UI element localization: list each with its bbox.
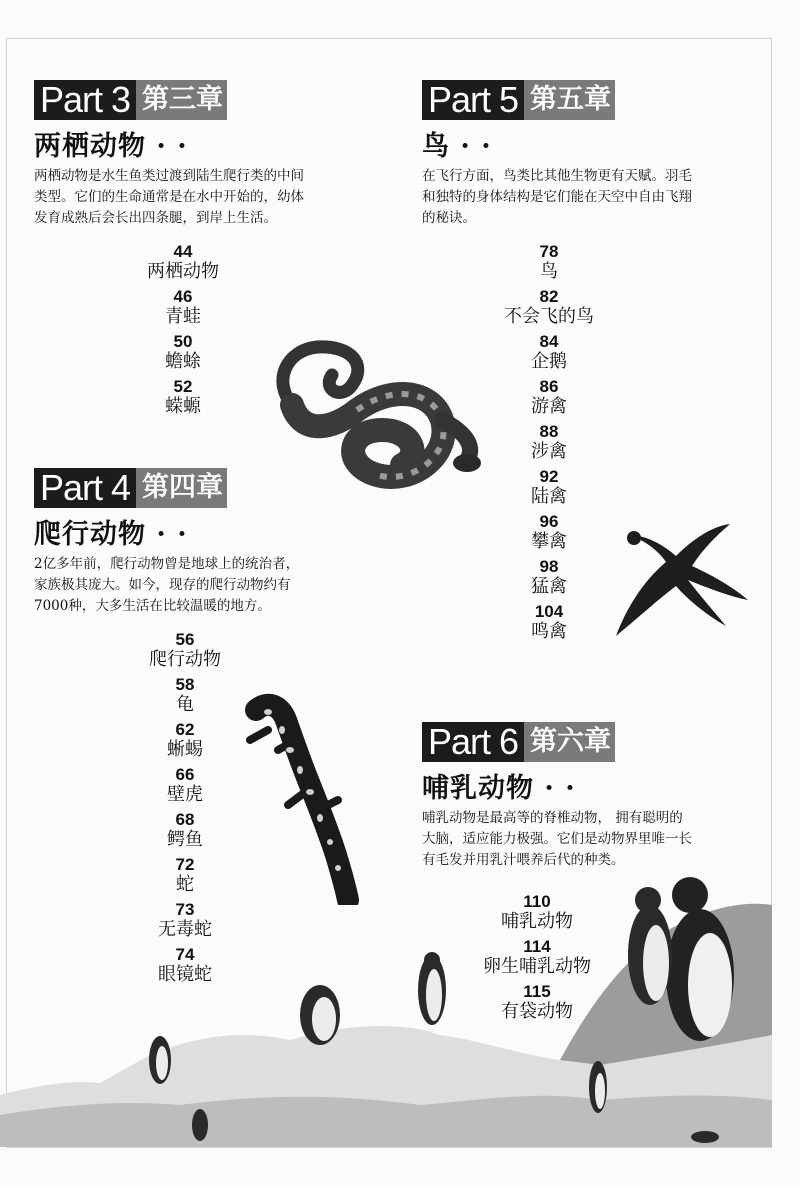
toc-item[interactable] xyxy=(108,287,258,328)
part-6-title: 哺乳动物 · · xyxy=(422,773,576,804)
toc-page-number: 78 xyxy=(539,242,559,261)
toc-item[interactable] xyxy=(110,630,260,671)
toc-item[interactable] xyxy=(474,332,624,373)
toc-item[interactable] xyxy=(474,467,624,508)
description-line: 有毛发并用乳汁喂养后代的种类。 xyxy=(422,852,625,868)
toc-item-name: 青蛙 xyxy=(165,306,201,327)
description-line: 发育成熟后会长出四条腿，到岸上生活。 xyxy=(34,210,277,226)
toc-item-name: 猛禽 xyxy=(531,576,567,597)
description-line: 两栖动物是水生鱼类过渡到陆生爬行类的中间 xyxy=(34,168,304,184)
toc-item-name: 蜥蜴 xyxy=(167,739,203,760)
toc-page-number: 115 xyxy=(523,982,551,1001)
toc-item-name: 不会飞的鸟 xyxy=(504,306,594,327)
part-5-title: 鸟 · · xyxy=(422,131,492,162)
toc-item-name: 龟 xyxy=(176,694,194,715)
toc-item-name: 鸟 xyxy=(540,261,558,282)
toc-item-name: 企鹅 xyxy=(531,351,567,372)
description-line: 的秘诀。 xyxy=(422,210,476,226)
toc-page-number: 74 xyxy=(175,945,195,964)
toc-page-number: 88 xyxy=(539,422,559,441)
description-line: 2亿多年前，爬行动物曾是地球上的统治者， xyxy=(34,556,300,572)
description-line: 在飞行方面，鸟类比其他生物更有天赋。羽毛 xyxy=(422,168,692,184)
toc-page-number: 68 xyxy=(175,810,195,829)
part-4-description xyxy=(34,554,384,617)
toc-item-name: 爬行动物 xyxy=(149,649,221,670)
description-line: 家族极其庞大。如今，现存的爬行动物约有 xyxy=(34,577,291,593)
part-5-chapter: 第五章 xyxy=(524,80,615,120)
toc-item-name: 鸣禽 xyxy=(531,621,567,642)
toc-item[interactable] xyxy=(474,557,624,598)
toc-item-name: 蝾螈 xyxy=(165,396,201,417)
toc-item[interactable] xyxy=(474,422,624,463)
swallow-illustration xyxy=(604,516,754,646)
toc-page-number: 92 xyxy=(539,467,559,486)
toc-page-number: 73 xyxy=(175,900,195,919)
toc-part-3 xyxy=(108,242,258,422)
toc-item[interactable] xyxy=(474,512,624,553)
toc-page-number: 114 xyxy=(523,937,551,956)
toc-item-name: 卵生哺乳动物 xyxy=(483,956,591,977)
toc-item-name: 无毒蛇 xyxy=(158,919,212,940)
toc-page-number: 86 xyxy=(539,377,559,396)
toc-part-5 xyxy=(474,242,624,647)
part-5-description xyxy=(422,166,772,229)
part-3-header xyxy=(34,80,384,120)
toc-page-number: 50 xyxy=(173,332,193,351)
description-line: 大脑，适应能力极强。它们是动物界里唯一长 xyxy=(422,831,692,847)
toc-item-name: 陆禽 xyxy=(531,486,567,507)
toc-page-number: 110 xyxy=(523,892,551,911)
section-part-6 xyxy=(422,722,772,871)
toc-page-number: 72 xyxy=(175,855,195,874)
toc-page-number: 82 xyxy=(539,287,559,306)
snake-illustration xyxy=(262,335,492,515)
toc-item-name: 眼镜蛇 xyxy=(158,964,212,985)
penguin-landscape-illustration xyxy=(0,855,772,1147)
toc-page-number: 84 xyxy=(539,332,559,351)
part-3-title: 两栖动物 · · xyxy=(34,131,188,162)
description-line: 哺乳动物是最高等的脊椎动物， 拥有聪明的 xyxy=(422,810,683,826)
toc-item-name: 蛇 xyxy=(176,874,194,895)
section-part-5 xyxy=(422,80,772,229)
part-6-chapter: 第六章 xyxy=(524,722,615,762)
toc-page-number: 46 xyxy=(173,287,193,306)
toc-item-name: 攀禽 xyxy=(531,531,567,552)
toc-item-name: 有袋动物 xyxy=(501,1001,573,1022)
toc-page-number: 52 xyxy=(173,377,193,396)
part-3-label: Part 3 xyxy=(34,80,136,120)
toc-page-number: 104 xyxy=(534,602,564,621)
part-5-header xyxy=(422,80,772,120)
toc-page-number: 44 xyxy=(173,242,193,261)
toc-item-name: 两栖动物 xyxy=(147,261,219,282)
toc-page-number: 66 xyxy=(175,765,195,784)
description-line: 类型。它们的生命通常是在水中开始的，幼体 xyxy=(34,189,304,205)
toc-item-name: 壁虎 xyxy=(167,784,203,805)
toc-item[interactable] xyxy=(108,377,258,418)
toc-item-name: 哺乳动物 xyxy=(501,911,573,932)
part-3-chapter: 第三章 xyxy=(136,80,227,120)
part-3-description xyxy=(34,166,384,229)
description-line: 7000种，大多生活在比较温暖的地方。 xyxy=(34,598,271,614)
toc-item[interactable] xyxy=(474,377,624,418)
part-4-label: Part 4 xyxy=(34,468,136,508)
toc-page-number: 62 xyxy=(175,720,195,739)
description-line: 和独特的身体结构是它们能在天空中自由飞翔 xyxy=(422,189,692,205)
part-6-header xyxy=(422,722,772,762)
part-4-chapter: 第四章 xyxy=(136,468,227,508)
toc-item[interactable] xyxy=(474,242,624,283)
toc-page-number: 58 xyxy=(175,675,195,694)
toc-item-name: 蟾蜍 xyxy=(165,351,201,372)
toc-item[interactable] xyxy=(474,287,624,328)
section-part-3 xyxy=(34,80,384,229)
toc-item-name: 涉禽 xyxy=(531,441,567,462)
part-4-title: 爬行动物 · · xyxy=(34,519,188,550)
part-5-label: Part 5 xyxy=(422,80,524,120)
toc-page-number: 98 xyxy=(539,557,559,576)
toc-item[interactable] xyxy=(108,242,258,283)
toc-page-number: 96 xyxy=(539,512,559,531)
toc-page-number: 56 xyxy=(175,630,195,649)
toc-item[interactable] xyxy=(474,602,624,643)
toc-item-name: 游禽 xyxy=(531,396,567,417)
toc-item-name: 鳄鱼 xyxy=(167,829,203,850)
toc-item[interactable] xyxy=(108,332,258,373)
part-6-label: Part 6 xyxy=(422,722,524,762)
